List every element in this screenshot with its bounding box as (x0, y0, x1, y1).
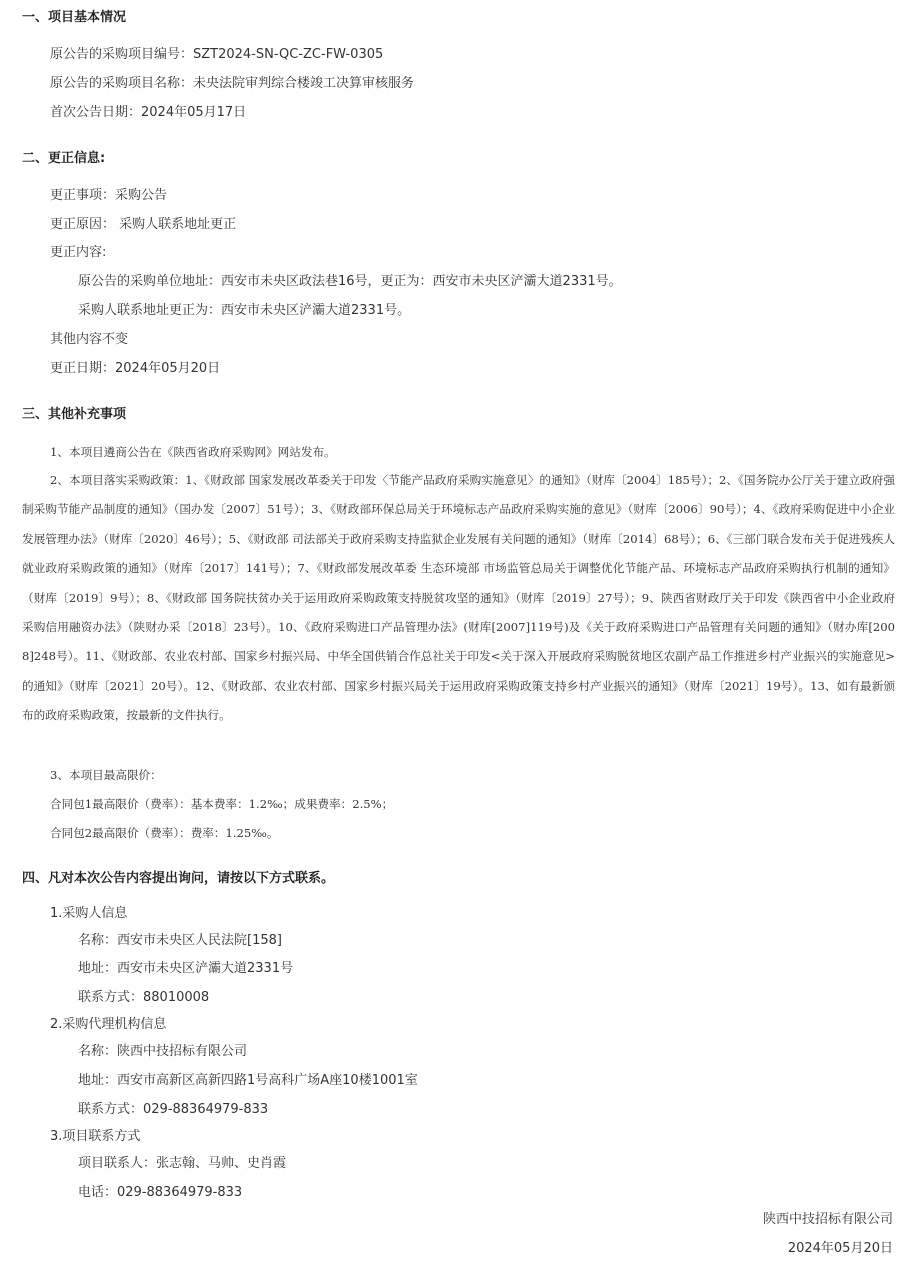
project-name: 原公告的采购项目名称：未央法院审判综合楼竣工决算审核服务 (50, 76, 415, 91)
agency-name: 名称：陕西中技招标有限公司 (78, 1044, 248, 1059)
supplement-item-1: 1、本项目遴商公告在《陕西省政府采购网》网站发布。 (50, 445, 336, 459)
project-number: 原公告的采购项目编号：SZT2024-SN-QC-ZC-FW-0305 (50, 47, 384, 62)
package-2-price-limit: 合同包2最高限价（费率）：费率：1.25‰。 (50, 826, 279, 840)
correction-item: 更正事项：采购公告 (50, 188, 168, 203)
supplement-item-3: 3、本项目最高限价： (50, 768, 162, 782)
section-heading-contact: 四、凡对本次公告内容提出询问，请按以下方式联系。 (22, 871, 335, 886)
agency-address: 地址：西安市高新区高新四路1号高科广场A座10楼1001室 (78, 1073, 418, 1088)
project-contact-label: 3.项目联系方式 (50, 1129, 141, 1144)
correction-content-address: 原公告的采购单位地址：西安市未央区政法巷16号，更正为：西安市未央区浐灞大道2331号。 (78, 274, 622, 289)
correction-content-contact-address: 采购人联系地址更正为：西安市未央区浐灞大道2331号。 (78, 303, 411, 318)
section-heading-correction: 二、更正信息: (22, 151, 106, 166)
purchaser-address: 地址：西安市未央区浐灞大道2331号 (78, 961, 294, 976)
agency-contact: 联系方式：029-88364979-833 (78, 1102, 269, 1117)
purchaser-info-label: 1.采购人信息 (50, 906, 128, 921)
correction-date: 更正日期：2024年05月20日 (50, 361, 221, 376)
package-1-price-limit: 合同包1最高限价（费率）：基本费率：1.2‰；成果费率：2.5%； (50, 797, 394, 811)
agency-info-label: 2.采购代理机构信息 (50, 1017, 167, 1032)
supplement-item-2-policies (22, 466, 895, 731)
purchaser-contact: 联系方式：88010008 (78, 990, 210, 1005)
footer-date: 2024年05月20日 (787, 1241, 893, 1256)
other-content-unchanged: 其他内容不变 (50, 332, 129, 347)
section-heading-supplementary: 三、其他补充事项 (22, 407, 127, 422)
project-phone: 电话：029-88364979-833 (78, 1185, 243, 1200)
correction-reason: 更正原因： 采购人联系地址更正 (50, 217, 237, 232)
section-heading-basic-info: 一、项目基本情况 (22, 10, 127, 25)
first-announcement-date: 首次公告日期：2024年05月17日 (50, 105, 247, 120)
policies-text: 2、本项目落实采购政策：1、《财政部 国家发展改革委关于印发〈节能产品政府采购实施意见〉的通知》（财库〔2004〕185号）；2、《国务院办公厅关于建立政府强制采购节能产品制度的通知》（国办发〔2007〕51号）；3、《财政部环保总局关于环境标志产品政府采购实施的意见》（财库〔2006〕90号）；4、《政府采购促进中小企业发展管理办法》（财库〔2020〕46号）；5、《财政部 司法部关于政府采购支持监狱企业发展有关问题的通知》（财库〔2014〕68号）；6、《三部门联合发布关于促进残疾人就业政府采购政策的通知》（财库〔2017〕141号）；7、《财政部发展改革委 生态环境部 市场监管总局关于调整优化节能产品、环境标志产品政府采购执行机制的通知》（财库〔2019〕9号）；8、《财政部 国务院扶贫办关于运用政府采购政策支持脱贫攻坚的通知》（财库〔2019〕27号）；9、陕西省财政厅关于印发《陕西省中小企业政府采购信用融资办法》（陕财办采〔2018〕23号）。10、《政府采购进口产品管理办法》(财库[2007]119号)及《关于政府采购进口产品管理有关问题的通知》（财办库[2008]248号）。11、《财政部、农业农村部、国家乡村振兴局、中华全国供销合作总社关于印发<关于深入开展政府采购脱贫地区农副产品工作推进乡村产业振兴的实施意见>的通知》（财库〔2021〕20号）。12、《财政部、农业农村部、国家乡村振兴局关于运用政府采购政策支持乡村产业振兴的通知》（财库〔2021〕19号）。13、如有最新颁布的政府采购政策，按最新的文件执行。 (22, 473, 895, 723)
correction-content-label: 更正内容: (50, 245, 107, 260)
purchaser-name: 名称：西安市未央区人民法院[158] (78, 933, 282, 948)
project-contact-person: 项目联系人：张志翰、马帅、史肖霞 (78, 1156, 287, 1171)
footer-company: 陕西中技招标有限公司 (762, 1212, 893, 1227)
